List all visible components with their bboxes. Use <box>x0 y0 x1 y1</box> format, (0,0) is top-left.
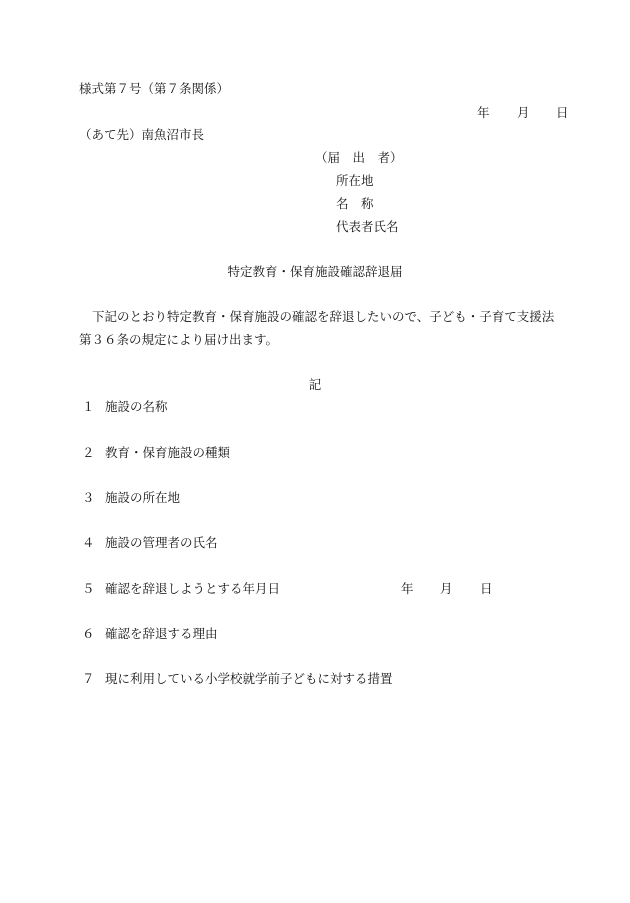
notifier-heading: （届 出 者） <box>315 150 403 165</box>
list-item <box>82 583 280 596</box>
notifier-name-label: 名 称 <box>336 196 374 211</box>
addressee: （あて先）南魚沼市長 <box>79 127 205 142</box>
item-label: 施設の名称 <box>105 399 168 414</box>
form-number: 様式第７号（第７条関係） <box>79 81 230 96</box>
item-label: 現に利用している小学校就学前子どもに対する措置 <box>105 671 393 686</box>
item-number: ２ <box>82 445 95 460</box>
notifier-address-label: 所在地 <box>336 173 374 188</box>
item-label: 確認を辞退する理由 <box>105 626 218 641</box>
item-number: ３ <box>82 490 95 505</box>
body-text-line-2: 第３６条の規定により届け出ます。 <box>79 332 279 347</box>
item-label: 教育・保育施設の種類 <box>105 445 231 460</box>
item-label: 施設の管理者の氏名 <box>105 535 218 550</box>
item5-month-label: 月 <box>440 581 453 596</box>
item-label: 施設の所在地 <box>105 490 181 505</box>
date-day-label: 日 <box>556 105 569 120</box>
document-title: 特定教育・保育施設確認辞退届 <box>227 264 403 279</box>
item-number: ６ <box>82 626 95 641</box>
list-item <box>82 492 180 505</box>
list-item <box>82 673 393 686</box>
item-label: 確認を辞退しようとする年月日 <box>105 581 281 596</box>
list-item <box>82 537 218 550</box>
date-month-label: 月 <box>517 105 530 120</box>
list-item <box>82 447 230 460</box>
item-number: ５ <box>82 581 95 596</box>
item5-year-label: 年 <box>401 581 414 596</box>
ki-marker: 記 <box>308 377 322 392</box>
item-number: １ <box>82 399 95 414</box>
list-item <box>82 628 218 641</box>
notifier-representative-label: 代表者氏名 <box>336 219 399 234</box>
body-text-line-1: 下記のとおり特定教育・保育施設の確認を辞退したいので、子ども・子育て支援法 <box>92 309 555 324</box>
list-item <box>82 401 168 414</box>
item-number: ４ <box>82 535 95 550</box>
date-year-label: 年 <box>477 105 490 120</box>
item-number: ７ <box>82 671 95 686</box>
item5-day-label: 日 <box>480 581 493 596</box>
